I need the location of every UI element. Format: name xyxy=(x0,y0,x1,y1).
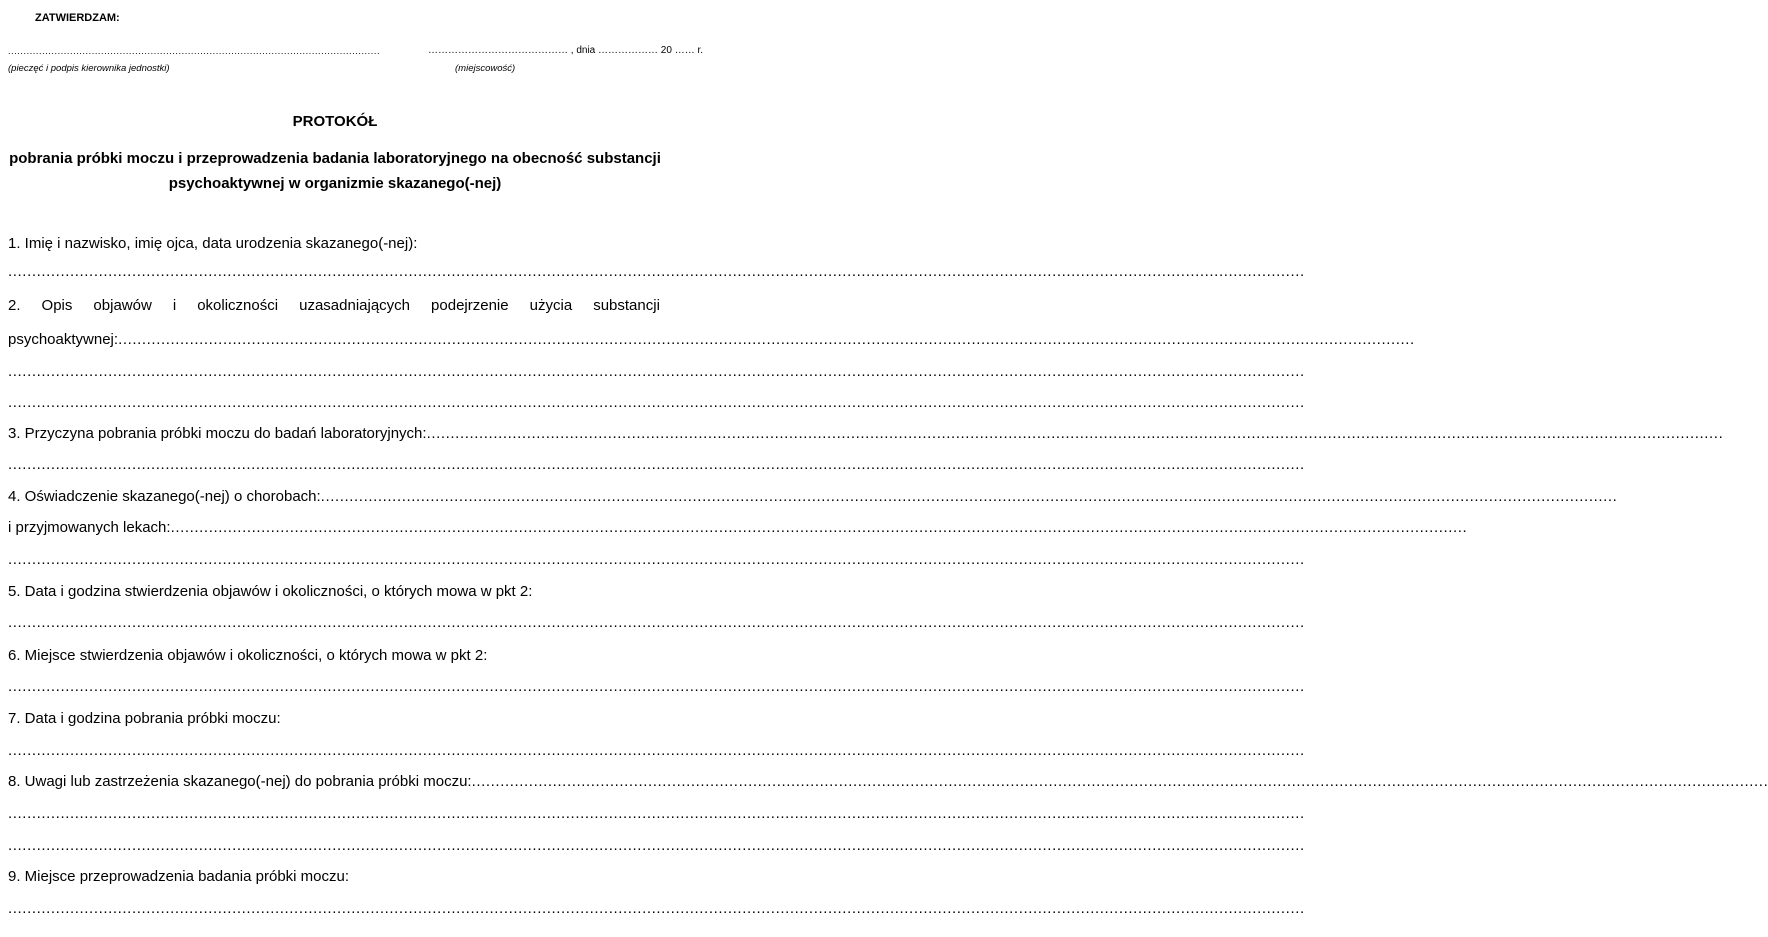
item-2-answer-line-2[interactable] xyxy=(8,362,1305,382)
dotted-fill: ................................................................................................................................................................................................................................................................................ xyxy=(320,488,1618,505)
item-3-text: 3. Przyczyna pobrania próbki moczu do badań laboratoryjnych: xyxy=(8,425,427,442)
dotted-fill: ................................................................................................................................................................................................................................................................................ xyxy=(8,678,1305,695)
dotted-fill: ................................................................................................................................................................................................................................................................................ xyxy=(118,331,1415,348)
document-subtitle: pobrania próbki moczu i przeprowadzenia badania laboratoryjnego na obecność substancji psychoaktywnej w organizmie skazanego(-nej) xyxy=(9,150,661,192)
item-3-answer-line-1[interactable] xyxy=(8,424,1724,444)
dotted-fill: ................................................................................................................................................................................................................................................................................ xyxy=(170,519,1468,536)
item-9-label xyxy=(8,867,660,887)
item-1-label xyxy=(8,234,660,254)
item-1-answer-line[interactable] xyxy=(8,262,1305,282)
dotted-fill: ................................................................................................................................................................................................................................................................................ xyxy=(8,363,1305,380)
document-title: PROTOKÓŁ xyxy=(292,113,378,130)
item-1-text: 1. Imię i nazwisko, imię ojca, data urodzenia skazanego(-nej): xyxy=(8,235,418,252)
dotted-fill: ................................................................................................................................................................................................................................................................................ xyxy=(8,614,1305,631)
item-2-continuation: psychoaktywnej: xyxy=(8,331,119,348)
item-2-answer-line-1[interactable] xyxy=(8,330,1415,350)
item-2-word: uzasadniających xyxy=(299,297,411,314)
approve-label: ZATWIERDZAM: xyxy=(35,12,120,24)
item-7-label xyxy=(8,709,660,729)
item-2-word: substancji xyxy=(593,297,660,314)
item-2-word: Opis xyxy=(41,297,73,314)
item-8-answer-line-2[interactable] xyxy=(8,804,1305,824)
item-6-answer-line[interactable] xyxy=(8,677,1305,697)
item-4-continuation: i przyjmowanych lekach: xyxy=(8,519,171,536)
dotted-fill: ................................................................................................................................................................................................................................................................................ xyxy=(471,773,1768,790)
dotted-fill: ................................................................................................................................................................................................................................................................................ xyxy=(8,805,1305,822)
dotted-fill: ................................................................................................................................................................................................................................................................................ xyxy=(8,742,1305,759)
item-2-word: 2. xyxy=(8,297,21,314)
dotted-fill: ................................................................................................................................................................................................................................................................................ xyxy=(8,456,1305,473)
item-9-answer-line[interactable] xyxy=(8,899,1305,919)
item-6-text: 6. Miejsce stwierdzenia objawów i okoliczności, o których mowa w pkt 2: xyxy=(8,647,488,664)
dotted-fill: ................................................................................................................................................................................................................................................................................ xyxy=(426,425,1724,442)
item-9-text: 9. Miejsce przeprowadzenia badania próbki moczu: xyxy=(8,868,350,885)
item-5-label xyxy=(8,582,660,602)
dotted-fill: ................................................................................................................................................................................................................................................................................ xyxy=(8,837,1305,854)
item-2-label xyxy=(8,296,660,316)
item-8-answer-line-1[interactable] xyxy=(8,772,1768,792)
item-2-word: okoliczności xyxy=(197,297,279,314)
item-4-answer-line-1[interactable] xyxy=(8,487,1618,507)
item-4-text: 4. Oświadczenie skazanego(-nej) o chorobach: xyxy=(8,488,321,505)
item-5-answer-line[interactable] xyxy=(8,613,1305,633)
item-2-word: objawów xyxy=(93,297,152,314)
item-2-answer-line-3[interactable] xyxy=(8,393,1305,413)
dotted-fill: ................................................................................................................................................................................................................................................................................ xyxy=(8,900,1305,917)
place-date-line[interactable]: …………………………………… , dnia ……………… 20 …… r. xyxy=(428,45,704,56)
place-caption: (miejscowość) xyxy=(455,63,516,74)
item-7-text: 7. Data i godzina pobrania próbki moczu: xyxy=(8,710,281,727)
item-3-answer-line-2[interactable] xyxy=(8,455,1305,475)
dotted-fill: ................................................................................................................................................................................................................................................................................ xyxy=(8,394,1305,411)
item-4-answer-line-2[interactable] xyxy=(8,518,1468,538)
dotted-fill: ................................................................................................................................................................................................................................................................................ xyxy=(8,551,1305,568)
dotted-fill: ................................................................................................................................................................................................................................................................................ xyxy=(8,263,1305,280)
item-8-text: 8. Uwagi lub zastrzeżenia skazanego(-nej) do pobrania próbki moczu: xyxy=(8,773,472,790)
item-6-label xyxy=(8,646,660,666)
item-7-answer-line[interactable] xyxy=(8,741,1305,761)
item-2-word: i xyxy=(172,297,177,314)
signature-line[interactable]: ........................................................................................................................ xyxy=(8,46,381,56)
item-5-text: 5. Data i godzina stwierdzenia objawów i okoliczności, o których mowa w pkt 2: xyxy=(8,583,533,600)
item-4-answer-line-3[interactable] xyxy=(8,550,1305,570)
item-2-word: użycia xyxy=(529,297,573,314)
signature-caption: (pieczęć i podpis kierownika jednostki) xyxy=(8,63,170,74)
item-8-answer-line-3[interactable] xyxy=(8,836,1305,856)
item-2-word: podejrzenie xyxy=(431,297,509,314)
